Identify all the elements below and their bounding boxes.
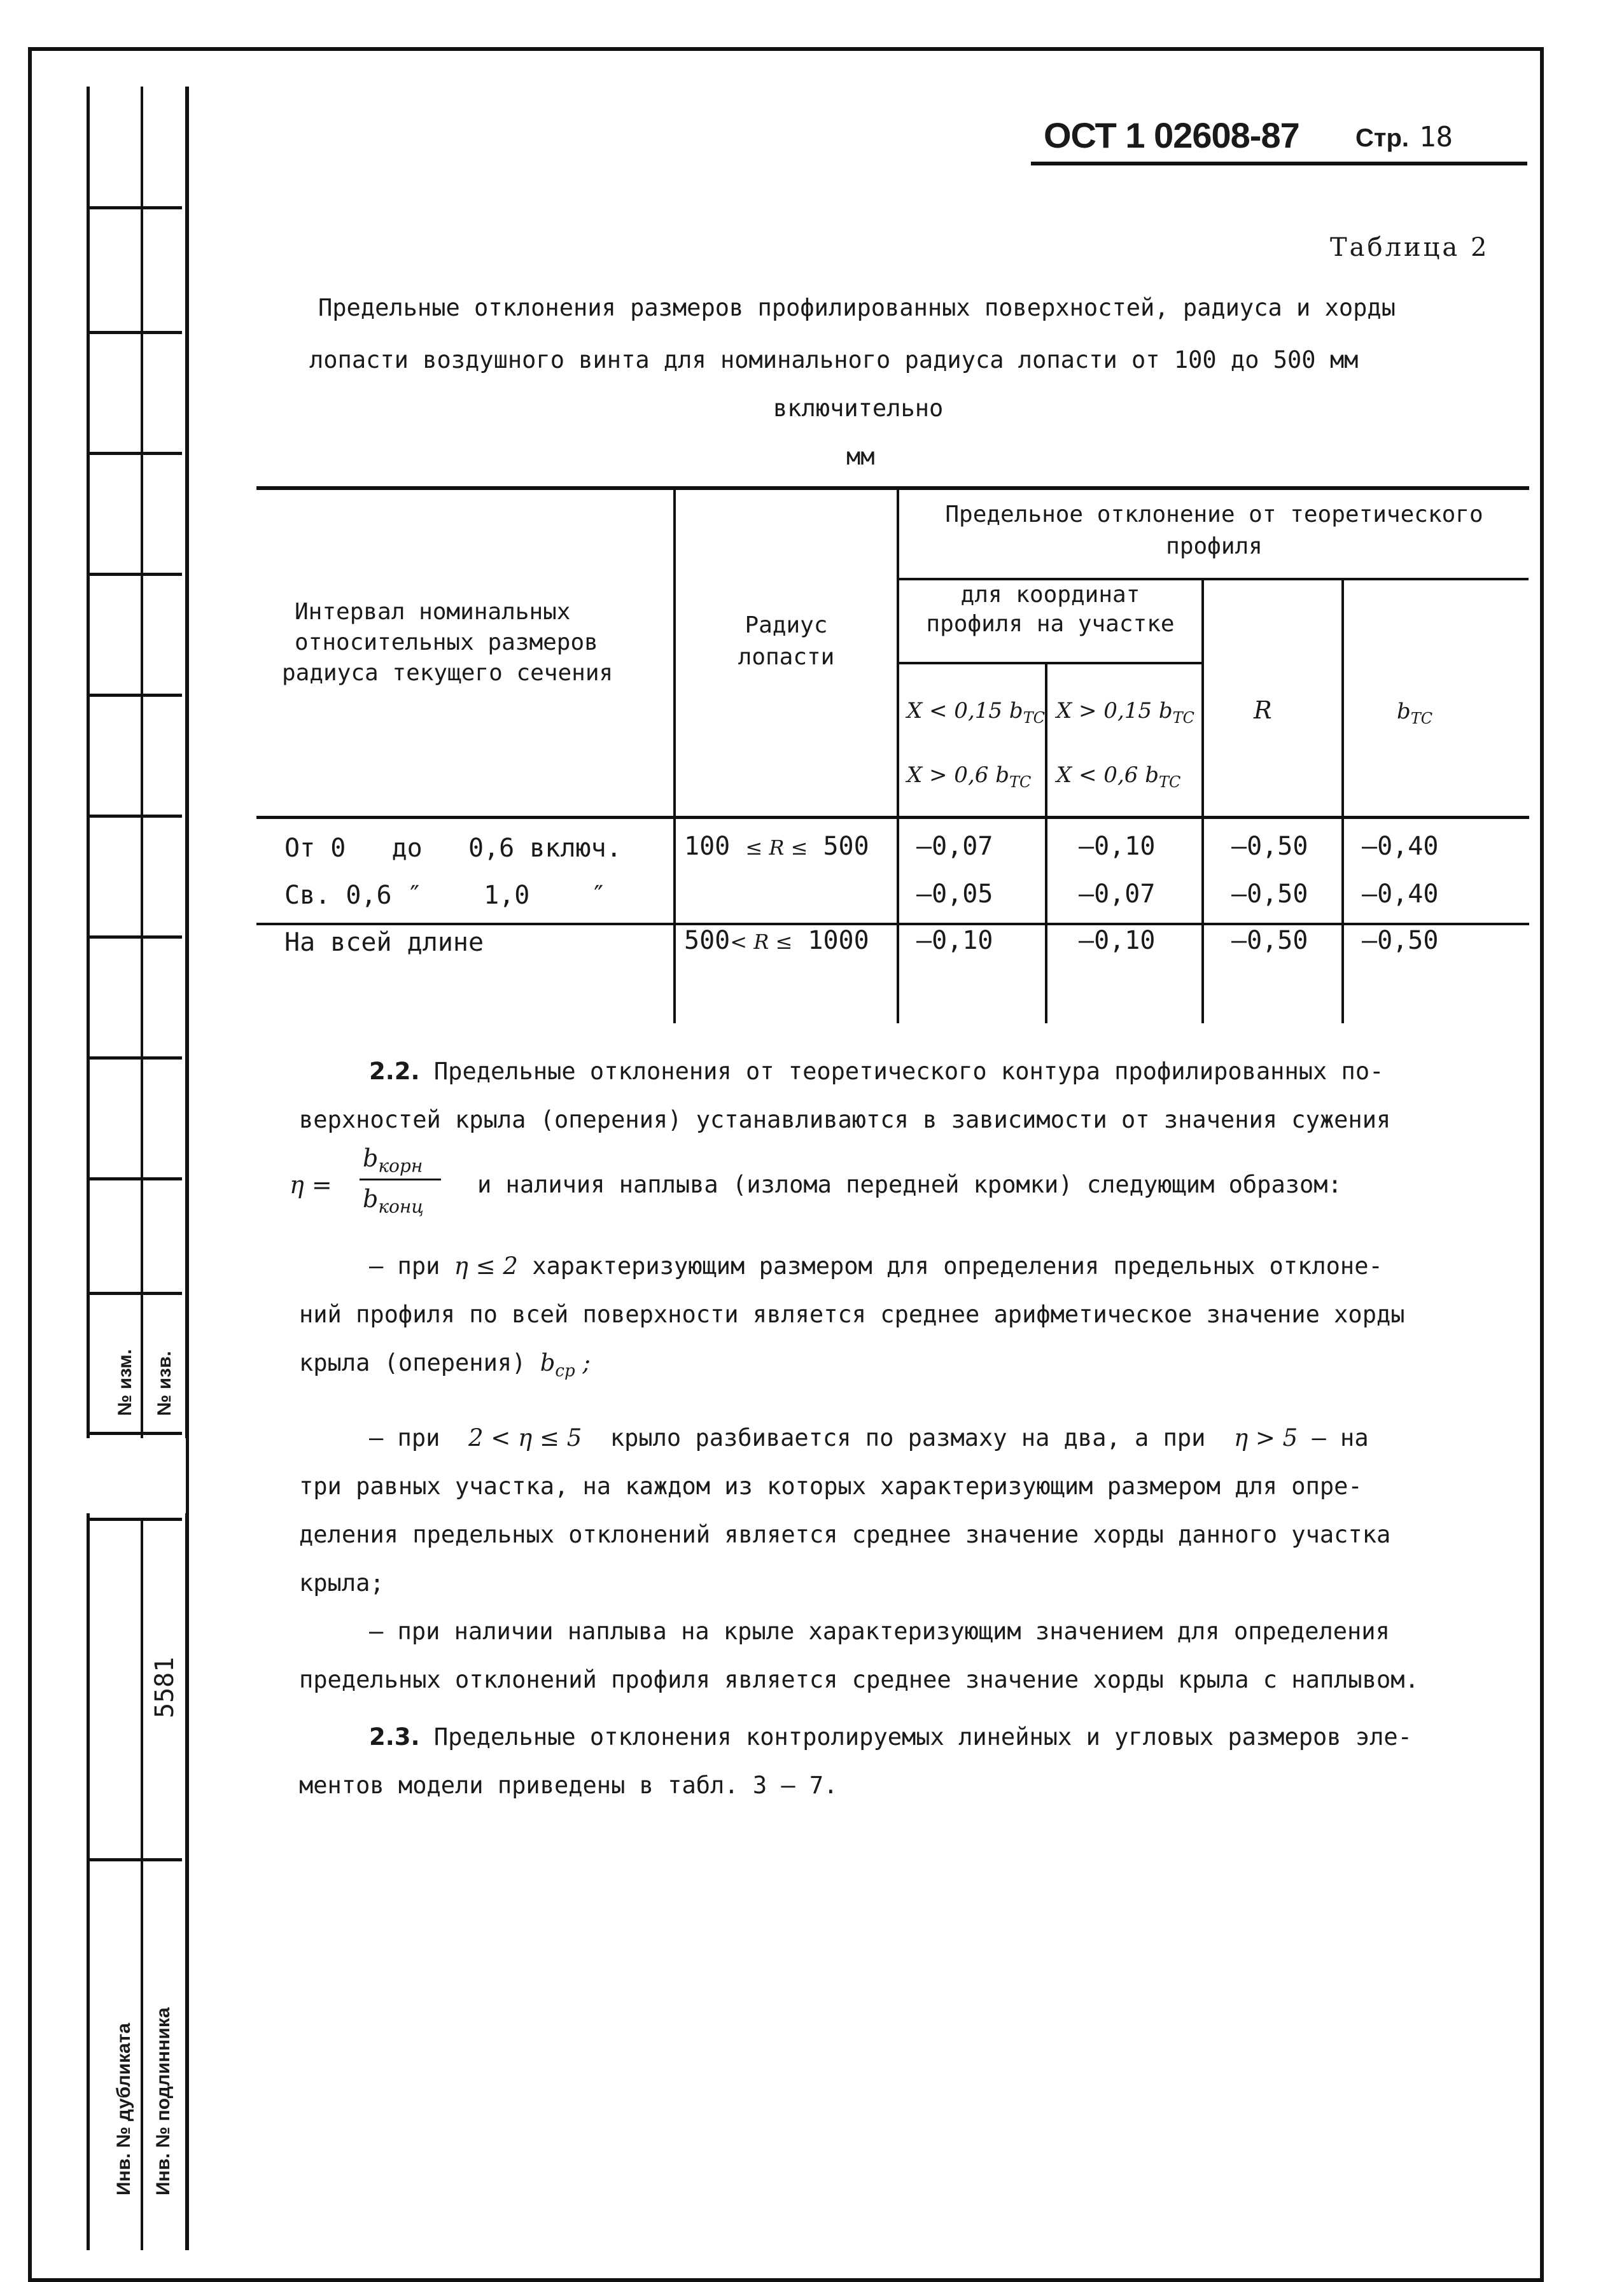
bullet3-line2: предельных отклонений профиля является среднее значение хорды крыла с наплывом. (299, 1666, 1419, 1693)
bullet1-line2: ний профиля по всей поверхности является среднее арифметическое значение хорды (299, 1301, 1405, 1328)
page-label: Стр. (1355, 124, 1410, 152)
col2-header: Радиус лопасти (738, 612, 835, 670)
caption-line3: включительно (773, 395, 944, 422)
row2-a: –0,05 (916, 879, 993, 909)
margin-izm: № изм. (115, 1349, 136, 1416)
margin-rule (87, 1858, 182, 1861)
row1-radius: 100 ≤ R ≤ 500 (684, 832, 869, 861)
margin-rule (87, 1292, 182, 1295)
row3-btc: –0,50 (1362, 926, 1439, 955)
bullet2-line4: крыла; (299, 1569, 384, 1597)
table-label: Таблица 2 (1330, 233, 1490, 262)
margin-rule (87, 1056, 182, 1060)
margin-rule (87, 1518, 182, 1521)
caption-line1: Предельные отклонения размеров профилированных поверхностей, радиуса и хорды (318, 294, 1396, 321)
margin-rule (87, 694, 182, 697)
caption-line2: лопасти воздушного винта для номинального радиуса лопасти от 100 до 500 мм (309, 346, 1359, 374)
bullet1-line3: крыла (оперения) $b_{ср}$ ; (299, 1349, 591, 1381)
table-top-rule (256, 486, 1529, 490)
margin-rule (87, 1177, 182, 1180)
para-2-2-line3: и наличия наплыва (излома передней кромки) следующим образом: (477, 1171, 1342, 1198)
margin-rule (87, 573, 182, 576)
margin-strip (87, 87, 189, 2250)
frac-denominator: $b_{конц}$ (363, 1185, 424, 1217)
para-2-2-line2: верхностей крыла (оперения) устанавливаются в зависимости от значения сужения (299, 1106, 1391, 1133)
bullet1-line1: – при η ≤ 2 характеризующим размером для определения предельных отклоне- (369, 1252, 1383, 1280)
subgroup-header: для координат профиля на участке (926, 582, 1175, 637)
caption-unit: мм (846, 443, 875, 470)
row3-b: –0,10 (1079, 926, 1156, 955)
row1-a: –0,07 (916, 832, 993, 861)
bullet2-line3: деления предельных отклонений является среднее значение хорды данного участка (299, 1521, 1391, 1548)
row1-b: –0,10 (1079, 832, 1156, 861)
row2-r: –0,50 (1231, 879, 1308, 909)
bullet2-line2: три равных участка, на каждом из которых характеризующим размером для опре- (299, 1473, 1362, 1500)
row3-r: –0,50 (1231, 926, 1308, 955)
margin-rule (87, 815, 182, 818)
r-header: R (1254, 696, 1272, 724)
row3-radius: 500< R ≤ 1000 (684, 926, 869, 955)
margin-inv-orig: Инв. № подлинника (153, 2007, 174, 2195)
margin-rule (87, 452, 182, 455)
x-range-b-header: X > 0,15 $b_{TC}$ X < 0,6 $b_{TC}$ (1056, 698, 1194, 791)
row1-btc: –0,40 (1362, 832, 1439, 861)
header-rule (1031, 162, 1527, 165)
col1-header: Интервал номинальных относительных размеров радиуса текущего сечения (282, 599, 613, 686)
margin-rule (87, 206, 182, 209)
margin-rule (87, 935, 182, 939)
margin-rule (87, 331, 182, 334)
standard-number: ОСТ 1 02608-87 (1044, 115, 1299, 155)
margin-inv-dup: Инв. № дубликата (113, 2022, 134, 2195)
row1-r: –0,50 (1231, 832, 1308, 861)
group-header: Предельное отклонение от теоретического профиля (945, 501, 1483, 559)
row2-b: –0,07 (1079, 879, 1156, 909)
table-header-rule (256, 816, 1529, 819)
frac-bar (360, 1179, 441, 1180)
frac-numerator: $b_{корн}$ (363, 1144, 423, 1177)
x-range-a-header: X < 0,15 $b_{TC}$ X > 0,6 $b_{TC}$ (907, 698, 1045, 791)
row3-a: –0,10 (916, 926, 993, 955)
eta-formula: η = (290, 1171, 332, 1199)
para-2-3-line1: 2.3. Предельные отклонения контролируемых линейных и угловых размеров эле- (369, 1723, 1412, 1751)
bullet3-line1: – при наличии наплыва на крыле характеризующим значением для определения (369, 1618, 1390, 1645)
bullet2-line1: – при 2 < η ≤ 5 крыло разбивается по размаху на два, а при η > 5 – на (369, 1424, 1369, 1452)
page-number: 18 (1419, 121, 1453, 153)
margin-izv: № изв. (154, 1351, 175, 1416)
row1-interval: От 0 до 0,6 включ. (284, 834, 622, 863)
btc-header: $b_{TC}$ (1397, 699, 1433, 727)
row3-interval: На всей длине (284, 928, 484, 957)
para-2-2-line1: 2.2. Предельные отклонения от теоретического контура профилированных по- (369, 1058, 1384, 1085)
para-2-3-line2: ментов модели приведены в табл. 3 – 7. (299, 1772, 838, 1799)
row2-interval: Св. 0,6 ″ 1,0 ″ (284, 881, 606, 910)
row2-btc: –0,40 (1362, 879, 1439, 909)
margin-inv-number: 5581 (150, 1656, 179, 1718)
margin-rule (87, 1432, 182, 1435)
